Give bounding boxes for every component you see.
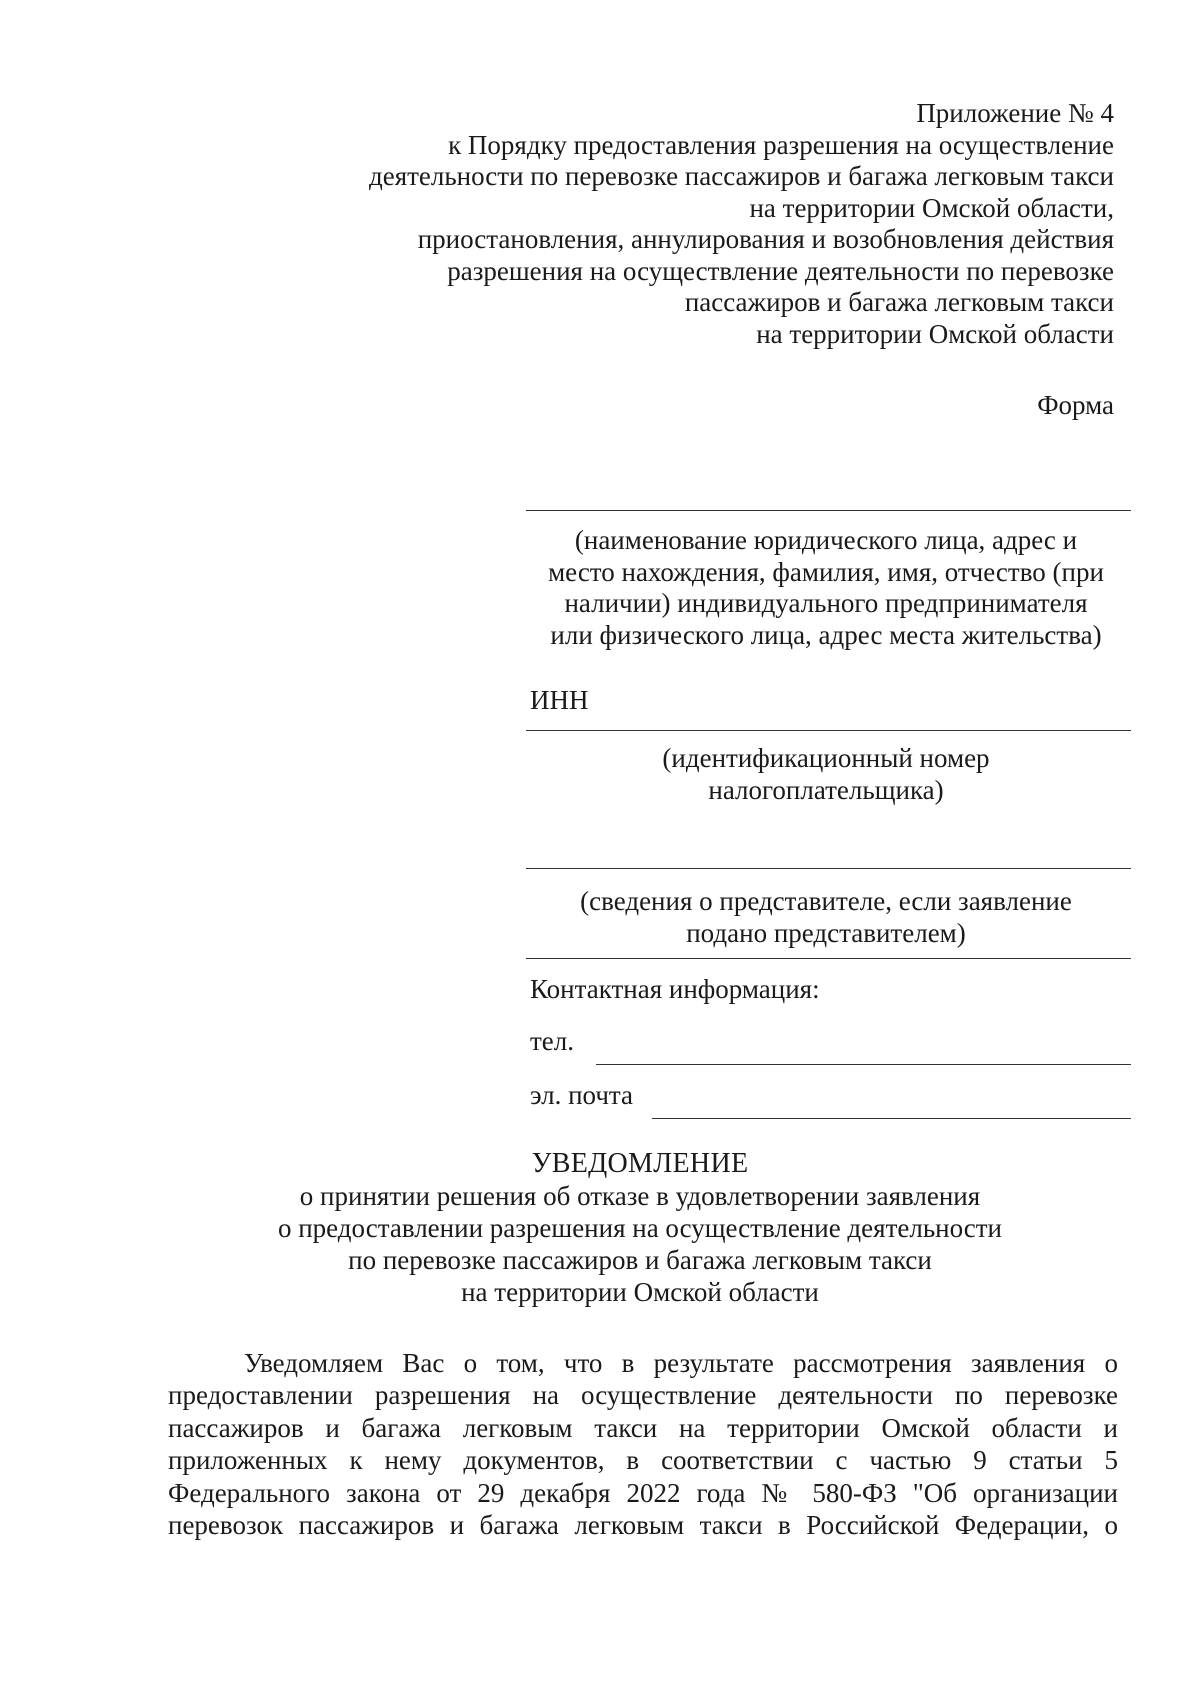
email-line[interactable] [652, 1118, 1131, 1119]
notice-heading: УВЕДОМЛЕНИЕ [531, 1148, 749, 1179]
body-line: пассажиров и багажа легковым такси на территории Омской области и [168, 1412, 1118, 1443]
body-line: перевозок пассажиров и багажа легковым такси в Российской Федерации, о [168, 1510, 1118, 1541]
email-label: эл. почта [530, 1080, 634, 1110]
caption-line: (сведения о представителе, если заявление [580, 886, 1072, 916]
notice-title-block [160, 1148, 1120, 1308]
inn-caption [526, 743, 1126, 806]
form-label: Форма [1037, 390, 1114, 420]
appendix-line: деятельности по перевозке пассажиров и багажа легковым такси [368, 161, 1114, 191]
representative-caption [526, 886, 1126, 949]
appendix-line: к Порядку предоставления разрешения на осуществление [448, 129, 1114, 160]
body-line: Федерального закона от 29 декабря 2022 года № 580-ФЗ "Об организации [168, 1477, 1118, 1508]
caption-line: (наименование юридического лица, адрес и [574, 525, 1078, 555]
caption-line: налогоплательщика) [708, 774, 944, 805]
applicant-caption [526, 525, 1126, 651]
caption-line: или физического лица, адрес места жительства) [550, 619, 1102, 650]
phone-line[interactable] [596, 1064, 1131, 1065]
representative-line[interactable] [526, 868, 1131, 869]
caption-line: место нахождения, фамилия, имя, отчество (при [548, 556, 1104, 587]
body-line: приложенных к нему документов, в соответствии с частью 9 статьи 5 [168, 1445, 1118, 1476]
inn-label: ИНН [530, 685, 589, 715]
notice-body [168, 1347, 1118, 1541]
caption-line: (идентификационный номер [662, 743, 990, 773]
representative-bottom-line [526, 958, 1131, 959]
appendix-line: Приложение № 4 [916, 98, 1114, 128]
notice-subtitle-line: на территории Омской области [461, 1277, 819, 1307]
body-line: предоставлении разрешения на осуществление деятельности по перевозке [168, 1380, 1118, 1411]
appendix-line: приостановления, аннулирования и возобновления действия [417, 224, 1114, 254]
contacts-title: Контактная информация: [530, 974, 820, 1004]
appendix-line: на территории Омской области [756, 318, 1114, 349]
applicant-name-line[interactable] [526, 510, 1131, 511]
appendix-line: разрешения на осуществление деятельности по перевозке [447, 255, 1114, 286]
inn-line[interactable] [526, 730, 1131, 731]
body-line: Уведомляем Вас о том, что в результате рассмотрения заявления о [244, 1348, 1118, 1378]
appendix-line: пассажиров и багажа легковым такси [684, 287, 1114, 317]
notice-subtitle-line: о предоставлении разрешения на осуществление деятельности [277, 1213, 1003, 1243]
notice-subtitle-line: по перевозке пассажиров и багажа легковым такси [348, 1245, 932, 1275]
caption-line: наличии) индивидуального предпринимателя [564, 588, 1088, 618]
caption-line: подано представителем) [686, 917, 966, 948]
appendix-header [254, 98, 1114, 350]
notice-subtitle-line: о принятии решения об отказе в удовлетворении заявления [299, 1181, 981, 1211]
appendix-line: на территории Омской области, [749, 192, 1114, 223]
phone-label: тел. [530, 1026, 575, 1056]
